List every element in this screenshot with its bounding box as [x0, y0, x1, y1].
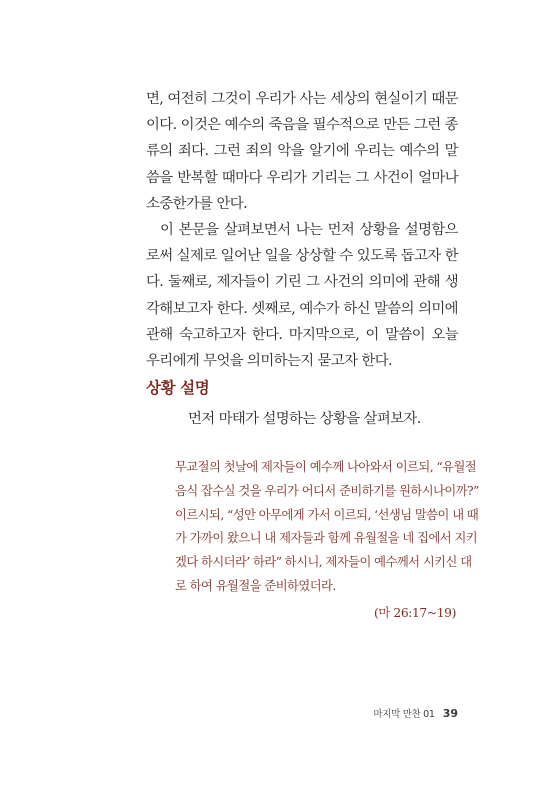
quote-line: 무교절의 첫날에 제자들이 예수께 나아와서 이르되, “유월절 — [175, 460, 477, 474]
page-number: 39 — [442, 707, 458, 720]
scripture-quote — [175, 456, 479, 599]
running-head: 마지막 만찬 01 — [373, 709, 435, 720]
quote-line: 가 가까이 왔으니 내 제자들과 함께 유월절을 네 집에서 지키 — [175, 531, 478, 546]
body-text — [146, 86, 458, 374]
body-paragraph-2: 이 본문을 살펴보면서 나는 먼저 상황을 설명함으로써 실제로 일어난 일을 상상할 수 있도록 돕고자 한다. 둘째로, 제자들이 기린 그 사건의 의미에 관해 생각해보고자 한다. 셋째로, 예수가 하신 말씀의 의미에 관해 숙고하고자 한다. 마지막으로, 이 말씀이 오늘 우리에게 무엇을 의미하는지 묻고자 한다. — [146, 222, 458, 370]
page-footer — [373, 706, 458, 720]
body-paragraph-1: 면, 여전히 그것이 우리가 사는 세상의 현실이기 때문이다. 이것은 예수의 죽음을 필수적으로 만든 그런 종류의 죄다. 그런 죄의 악을 알기에 우리는 예수의 말씀을 반복할 때마다 우리가 기리는 그 사건이 얼마나 소중한가를 안다. — [146, 91, 458, 212]
quote-line: 로 하여 유월절을 준비하였더라. — [175, 578, 336, 593]
scripture-reference: (마 26:17~19) — [374, 606, 456, 620]
section-heading: 상황 설명 — [146, 379, 210, 397]
quote-line: 음식 잡수실 것을 우리가 어디서 준비하기를 원하시나이까?” — [175, 483, 479, 498]
quote-line: 겠다 하시더라’ 하라” 하시니, 제자들이 예수께서 시키신 대 — [175, 555, 472, 570]
quote-line: 이르시되, “성안 아무에게 가서 이르되, ‘선생님 말씀이 내 때 — [175, 507, 479, 522]
section-intro: 먼저 마태가 설명하는 상황을 살펴보자. — [188, 411, 421, 427]
